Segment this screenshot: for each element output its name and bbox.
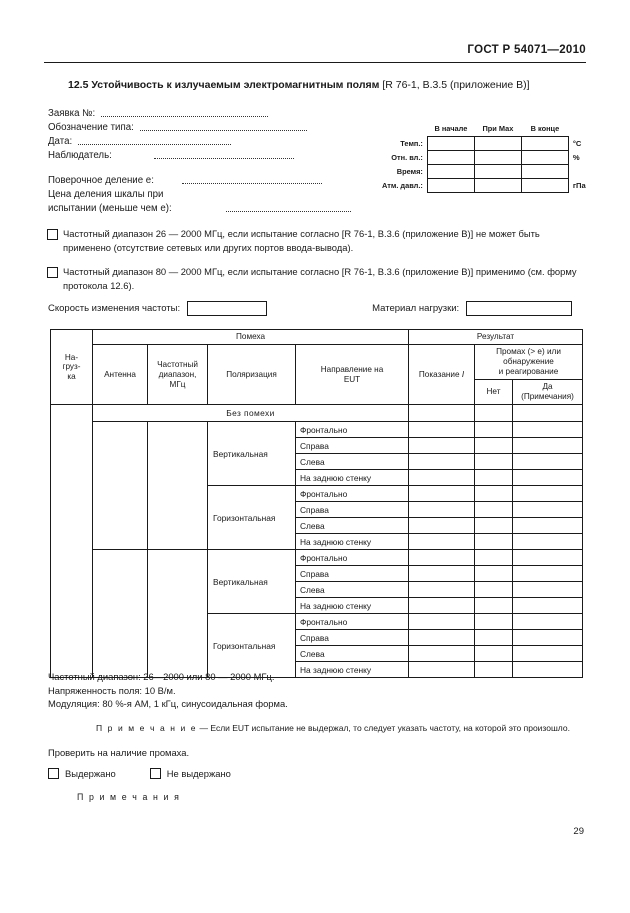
speed-input[interactable] xyxy=(187,301,267,316)
test-results-grid xyxy=(50,329,583,678)
col-header-miss-line2: и реагирование xyxy=(498,367,559,376)
environment-unit-spacer xyxy=(568,122,595,136)
environment-input-pressure-start[interactable] xyxy=(427,178,474,192)
cell-miss-no[interactable] xyxy=(475,502,513,518)
table-head xyxy=(51,330,583,405)
field-label-scale-division-line1: Цена деления шкалы при xyxy=(48,189,164,200)
environment-input-humidity-end[interactable] xyxy=(521,150,568,164)
field-label-verification-division: Поверочное деление e: xyxy=(48,175,154,186)
cell-reading[interactable] xyxy=(409,630,475,646)
cell-direction: Справа xyxy=(296,438,409,454)
cell-direction: Фронтально xyxy=(296,614,409,630)
field-gap xyxy=(48,161,378,172)
environment-row-humidity xyxy=(382,150,595,164)
standard-number: ГОСТ Р 54071—2010 xyxy=(467,44,586,56)
environment-unit-time xyxy=(568,164,595,178)
col-header-group-result: Результат xyxy=(409,330,583,345)
form-fields xyxy=(48,105,378,214)
environment-input-temp-end[interactable] xyxy=(521,136,568,150)
col-header-reading xyxy=(409,345,475,405)
parameter-frequency-range: Частотный диапазон: 26—2000 или 80 — 2000 МГц. xyxy=(48,671,275,682)
field-label-observer: Наблюдатель: xyxy=(48,150,112,161)
environment-header-spacer xyxy=(382,122,427,136)
cell-miss-yes[interactable] xyxy=(513,614,583,630)
environment-input-humidity-start[interactable] xyxy=(427,150,474,164)
environment-input-temp-max[interactable] xyxy=(474,136,521,150)
field-label-type: Обозначение типа: xyxy=(48,122,134,133)
cell-direction: Фронтально xyxy=(296,486,409,502)
environment-input-humidity-max[interactable] xyxy=(474,150,521,164)
environment-input-time-start[interactable] xyxy=(427,164,474,178)
cell-miss-no[interactable] xyxy=(475,438,513,454)
section-title-text: Устойчивость к излучаемым электромагнитным полям xyxy=(91,79,380,91)
cell-frequency[interactable] xyxy=(148,550,208,678)
cell-miss-no[interactable] xyxy=(475,422,513,438)
checkbox-26mhz[interactable] xyxy=(47,229,58,240)
col-header-group-interference: Помеха xyxy=(93,330,409,345)
cell-reading[interactable] xyxy=(409,646,475,662)
checkbox-paragraph-26mhz[interactable] xyxy=(47,227,587,254)
cell-direction: На заднюю стенку xyxy=(296,598,409,614)
section-reference: [R 76-1, В.3.5 (приложение В)] xyxy=(382,79,530,91)
cell-miss-no[interactable] xyxy=(475,470,513,486)
cell-reading[interactable] xyxy=(409,566,475,582)
cell-miss-no[interactable] xyxy=(475,614,513,630)
cell-reading[interactable] xyxy=(409,598,475,614)
environment-unit-humidity: % xyxy=(572,152,580,162)
cell-reading[interactable] xyxy=(409,582,475,598)
cell-direction: Слева xyxy=(296,646,409,662)
cell-miss-no[interactable] xyxy=(475,454,513,470)
cell-reading[interactable] xyxy=(409,438,475,454)
cell-reading[interactable] xyxy=(409,470,475,486)
cell-direction: Справа xyxy=(296,566,409,582)
field-row-observer xyxy=(48,147,378,161)
checkbox-paragraph-80mhz[interactable] xyxy=(47,265,587,292)
cell-reading[interactable] xyxy=(409,422,475,438)
cell-reading[interactable] xyxy=(409,405,475,422)
cell-miss-no[interactable] xyxy=(475,534,513,550)
cell-direction: Справа xyxy=(296,502,409,518)
cell-direction: Справа xyxy=(296,630,409,646)
environment-row-pressure xyxy=(382,178,595,192)
environment-header-row xyxy=(382,122,595,136)
cell-miss-yes[interactable] xyxy=(513,550,583,566)
environment-label-humidity: Отн. вл.: xyxy=(391,152,423,162)
note-label: П р и м е ч а н и е xyxy=(96,723,198,733)
field-row-request xyxy=(48,105,378,119)
environment-unit-temp: °C xyxy=(572,138,582,148)
col-header-frequency xyxy=(148,345,208,405)
field-label-request: Заявка №: xyxy=(48,108,96,119)
checkbox-80mhz[interactable] xyxy=(47,267,58,278)
col-header-reading-label: Показание xyxy=(418,369,460,379)
checkbox-failed[interactable] xyxy=(150,768,161,779)
parameter-field-strength: Напряженность поля: 10 В/м. xyxy=(48,684,176,696)
field-row-scale-division-line2 xyxy=(48,200,378,214)
col-header-load-line1: На- xyxy=(64,352,79,362)
col-header-direction-line1: Направление на xyxy=(320,364,384,374)
col-header-frequency-line2: диапазон, xyxy=(158,369,197,379)
table-head-row-cols xyxy=(51,345,583,380)
cell-miss-yes[interactable] xyxy=(513,598,583,614)
environment-row-time xyxy=(382,164,595,178)
cell-miss-yes[interactable] xyxy=(513,486,583,502)
material-label: Материал нагрузки: xyxy=(372,303,460,314)
environment-input-pressure-end[interactable] xyxy=(521,178,568,192)
col-header-load xyxy=(51,330,93,405)
parameter-modulation: Модуляция: 80 %-я АМ, 1 кГц, синусоидальная форма. xyxy=(48,698,288,709)
environment-label-time: Время: xyxy=(396,166,423,176)
cell-miss-no[interactable] xyxy=(475,566,513,582)
environment-col-max: При Мах xyxy=(482,123,514,133)
environment-input-time-end[interactable] xyxy=(521,164,568,178)
checkbox-failed-label: Не выдержано xyxy=(166,768,231,779)
note-text: — Если EUT испытание не выдержал, то следует указать частоту, на которой это произошло. xyxy=(197,723,570,733)
environment-col-start: В начале xyxy=(434,123,468,133)
cell-miss-yes[interactable] xyxy=(513,502,583,518)
cell-miss-yes[interactable] xyxy=(513,630,583,646)
cell-miss-yes[interactable] xyxy=(513,422,583,438)
cell-reading[interactable] xyxy=(409,454,475,470)
field-dots-scale-division[interactable] xyxy=(226,204,351,214)
col-header-load-line2: груз- xyxy=(62,362,81,372)
cell-miss-no[interactable] xyxy=(475,598,513,614)
col-header-frequency-line3: МГц xyxy=(169,379,186,389)
test-results-table xyxy=(50,329,582,678)
check-instruction: Проверить на наличие промаха. xyxy=(48,747,190,758)
cell-direction: На заднюю стенку xyxy=(296,534,409,550)
field-dots-type[interactable] xyxy=(140,123,307,133)
col-header-direction-line2: EUT xyxy=(343,374,361,384)
environment-table-grid xyxy=(382,122,595,193)
cell-miss-no[interactable] xyxy=(475,486,513,502)
environment-input-pressure-max[interactable] xyxy=(474,178,521,192)
table-row xyxy=(51,550,583,566)
field-row-verification-division xyxy=(48,172,378,186)
cell-direction: На заднюю стенку xyxy=(296,470,409,486)
cell-miss-yes[interactable] xyxy=(513,566,583,582)
notes-heading: П р и м е ч а н и я xyxy=(77,792,181,802)
cell-reading[interactable] xyxy=(409,486,475,502)
field-row-type xyxy=(48,119,378,133)
environment-input-temp-start[interactable] xyxy=(427,136,474,150)
cell-frequency[interactable] xyxy=(148,422,208,550)
field-label-date: Дата: xyxy=(48,136,73,147)
cell-direction: На заднюю стенку xyxy=(296,662,409,678)
cell-miss-yes[interactable] xyxy=(513,582,583,598)
cell-miss-no[interactable] xyxy=(475,405,513,422)
col-header-miss-no: Нет xyxy=(475,380,513,405)
col-header-miss xyxy=(475,345,583,380)
cell-polarization: Горизонтальная xyxy=(208,614,296,678)
cell-miss-yes[interactable] xyxy=(513,454,583,470)
cell-no-interference: Без помехи xyxy=(93,405,409,422)
cell-reading[interactable] xyxy=(409,614,475,630)
verdict-passed[interactable] xyxy=(48,768,116,779)
cell-miss-yes[interactable] xyxy=(513,534,583,550)
field-dots-verification-division[interactable] xyxy=(182,176,322,186)
col-header-miss-line1: Промах (> e) или обнаружение xyxy=(496,347,561,366)
header-divider xyxy=(44,62,586,63)
environment-label-temp: Темп.: xyxy=(400,138,423,148)
table-row xyxy=(51,422,583,438)
cell-miss-no[interactable] xyxy=(475,518,513,534)
field-row-date xyxy=(48,133,378,147)
col-header-frequency-line1: Частотный xyxy=(157,359,198,369)
cell-direction: Слева xyxy=(296,518,409,534)
field-label-scale-division-line2: испытании (меньше чем e): xyxy=(48,203,172,214)
note-block xyxy=(48,722,588,734)
section-number: 12.5 xyxy=(68,79,89,91)
cell-polarization: Вертикальная xyxy=(208,550,296,614)
cell-reading[interactable] xyxy=(409,518,475,534)
material-input[interactable] xyxy=(466,301,572,316)
inline-field-row xyxy=(48,301,588,316)
table-body xyxy=(51,405,583,678)
field-row-scale-division-line1 xyxy=(48,186,378,200)
checkbox-passed[interactable] xyxy=(48,768,59,779)
field-dots-observer[interactable] xyxy=(154,151,294,161)
cell-direction: Фронтально xyxy=(296,550,409,566)
col-header-direction xyxy=(296,345,409,405)
environment-unit-pressure: гПа xyxy=(572,180,586,190)
test-parameters xyxy=(48,670,588,711)
checkbox-passed-label: Выдержано xyxy=(65,768,116,779)
cell-reading[interactable] xyxy=(409,550,475,566)
field-dots-date[interactable] xyxy=(78,137,231,147)
cell-polarization: Горизонтальная xyxy=(208,486,296,550)
page-title xyxy=(68,79,530,91)
table-row xyxy=(51,405,583,422)
col-header-antenna: Антенна xyxy=(93,345,148,405)
environment-col-end: В конце xyxy=(530,123,560,133)
field-dots-request[interactable] xyxy=(101,109,268,119)
speed-field xyxy=(48,301,267,316)
cell-miss-yes[interactable] xyxy=(513,405,583,422)
cell-direction: Слева xyxy=(296,582,409,598)
environment-row-temp xyxy=(382,136,595,150)
cell-miss-yes[interactable] xyxy=(513,470,583,486)
cell-reading[interactable] xyxy=(409,502,475,518)
material-field xyxy=(372,301,572,316)
col-header-polarization: Поляризация xyxy=(208,345,296,405)
verdict-failed[interactable] xyxy=(150,768,231,779)
cell-load[interactable] xyxy=(51,405,93,678)
col-header-miss-yes: Да (Примечания) xyxy=(513,380,583,405)
col-header-load-line3: ка xyxy=(67,371,76,381)
environment-label-pressure: Атм. давл.: xyxy=(382,180,423,190)
cell-polarization: Вертикальная xyxy=(208,422,296,486)
cell-antenna[interactable] xyxy=(93,422,148,550)
cell-miss-no[interactable] xyxy=(475,582,513,598)
cell-miss-no[interactable] xyxy=(475,646,513,662)
checkbox-80mhz-label: Частотный диапазон 80 — 2000 МГц, если испытание согласно [R 76-1, В.3.6 (приложение В)] применимо (см. форму протокола 12.6). xyxy=(63,266,577,291)
table-head-row-groups xyxy=(51,330,583,345)
cell-miss-no[interactable] xyxy=(475,630,513,646)
cell-miss-yes[interactable] xyxy=(513,646,583,662)
cell-direction: Слева xyxy=(296,454,409,470)
page-number: 29 xyxy=(573,826,584,837)
cell-reading[interactable] xyxy=(409,534,475,550)
verdict-checkboxes xyxy=(48,768,231,779)
cell-antenna[interactable] xyxy=(93,550,148,678)
cell-miss-no[interactable] xyxy=(475,550,513,566)
environment-input-time-max[interactable] xyxy=(474,164,521,178)
col-header-reading-symbol: I xyxy=(461,369,465,379)
cell-miss-yes[interactable] xyxy=(513,518,583,534)
environment-table xyxy=(382,122,595,193)
cell-direction: Фронтально xyxy=(296,422,409,438)
cell-miss-yes[interactable] xyxy=(513,438,583,454)
speed-label: Скорость изменения частоты: xyxy=(48,303,181,314)
checkbox-26mhz-label: Частотный диапазон 26 — 2000 МГц, если испытание согласно [R 76-1, В.3.6 (приложение В)] не может быть применено (отсутствие сетевых или других портов ввода-вывода). xyxy=(63,228,540,253)
